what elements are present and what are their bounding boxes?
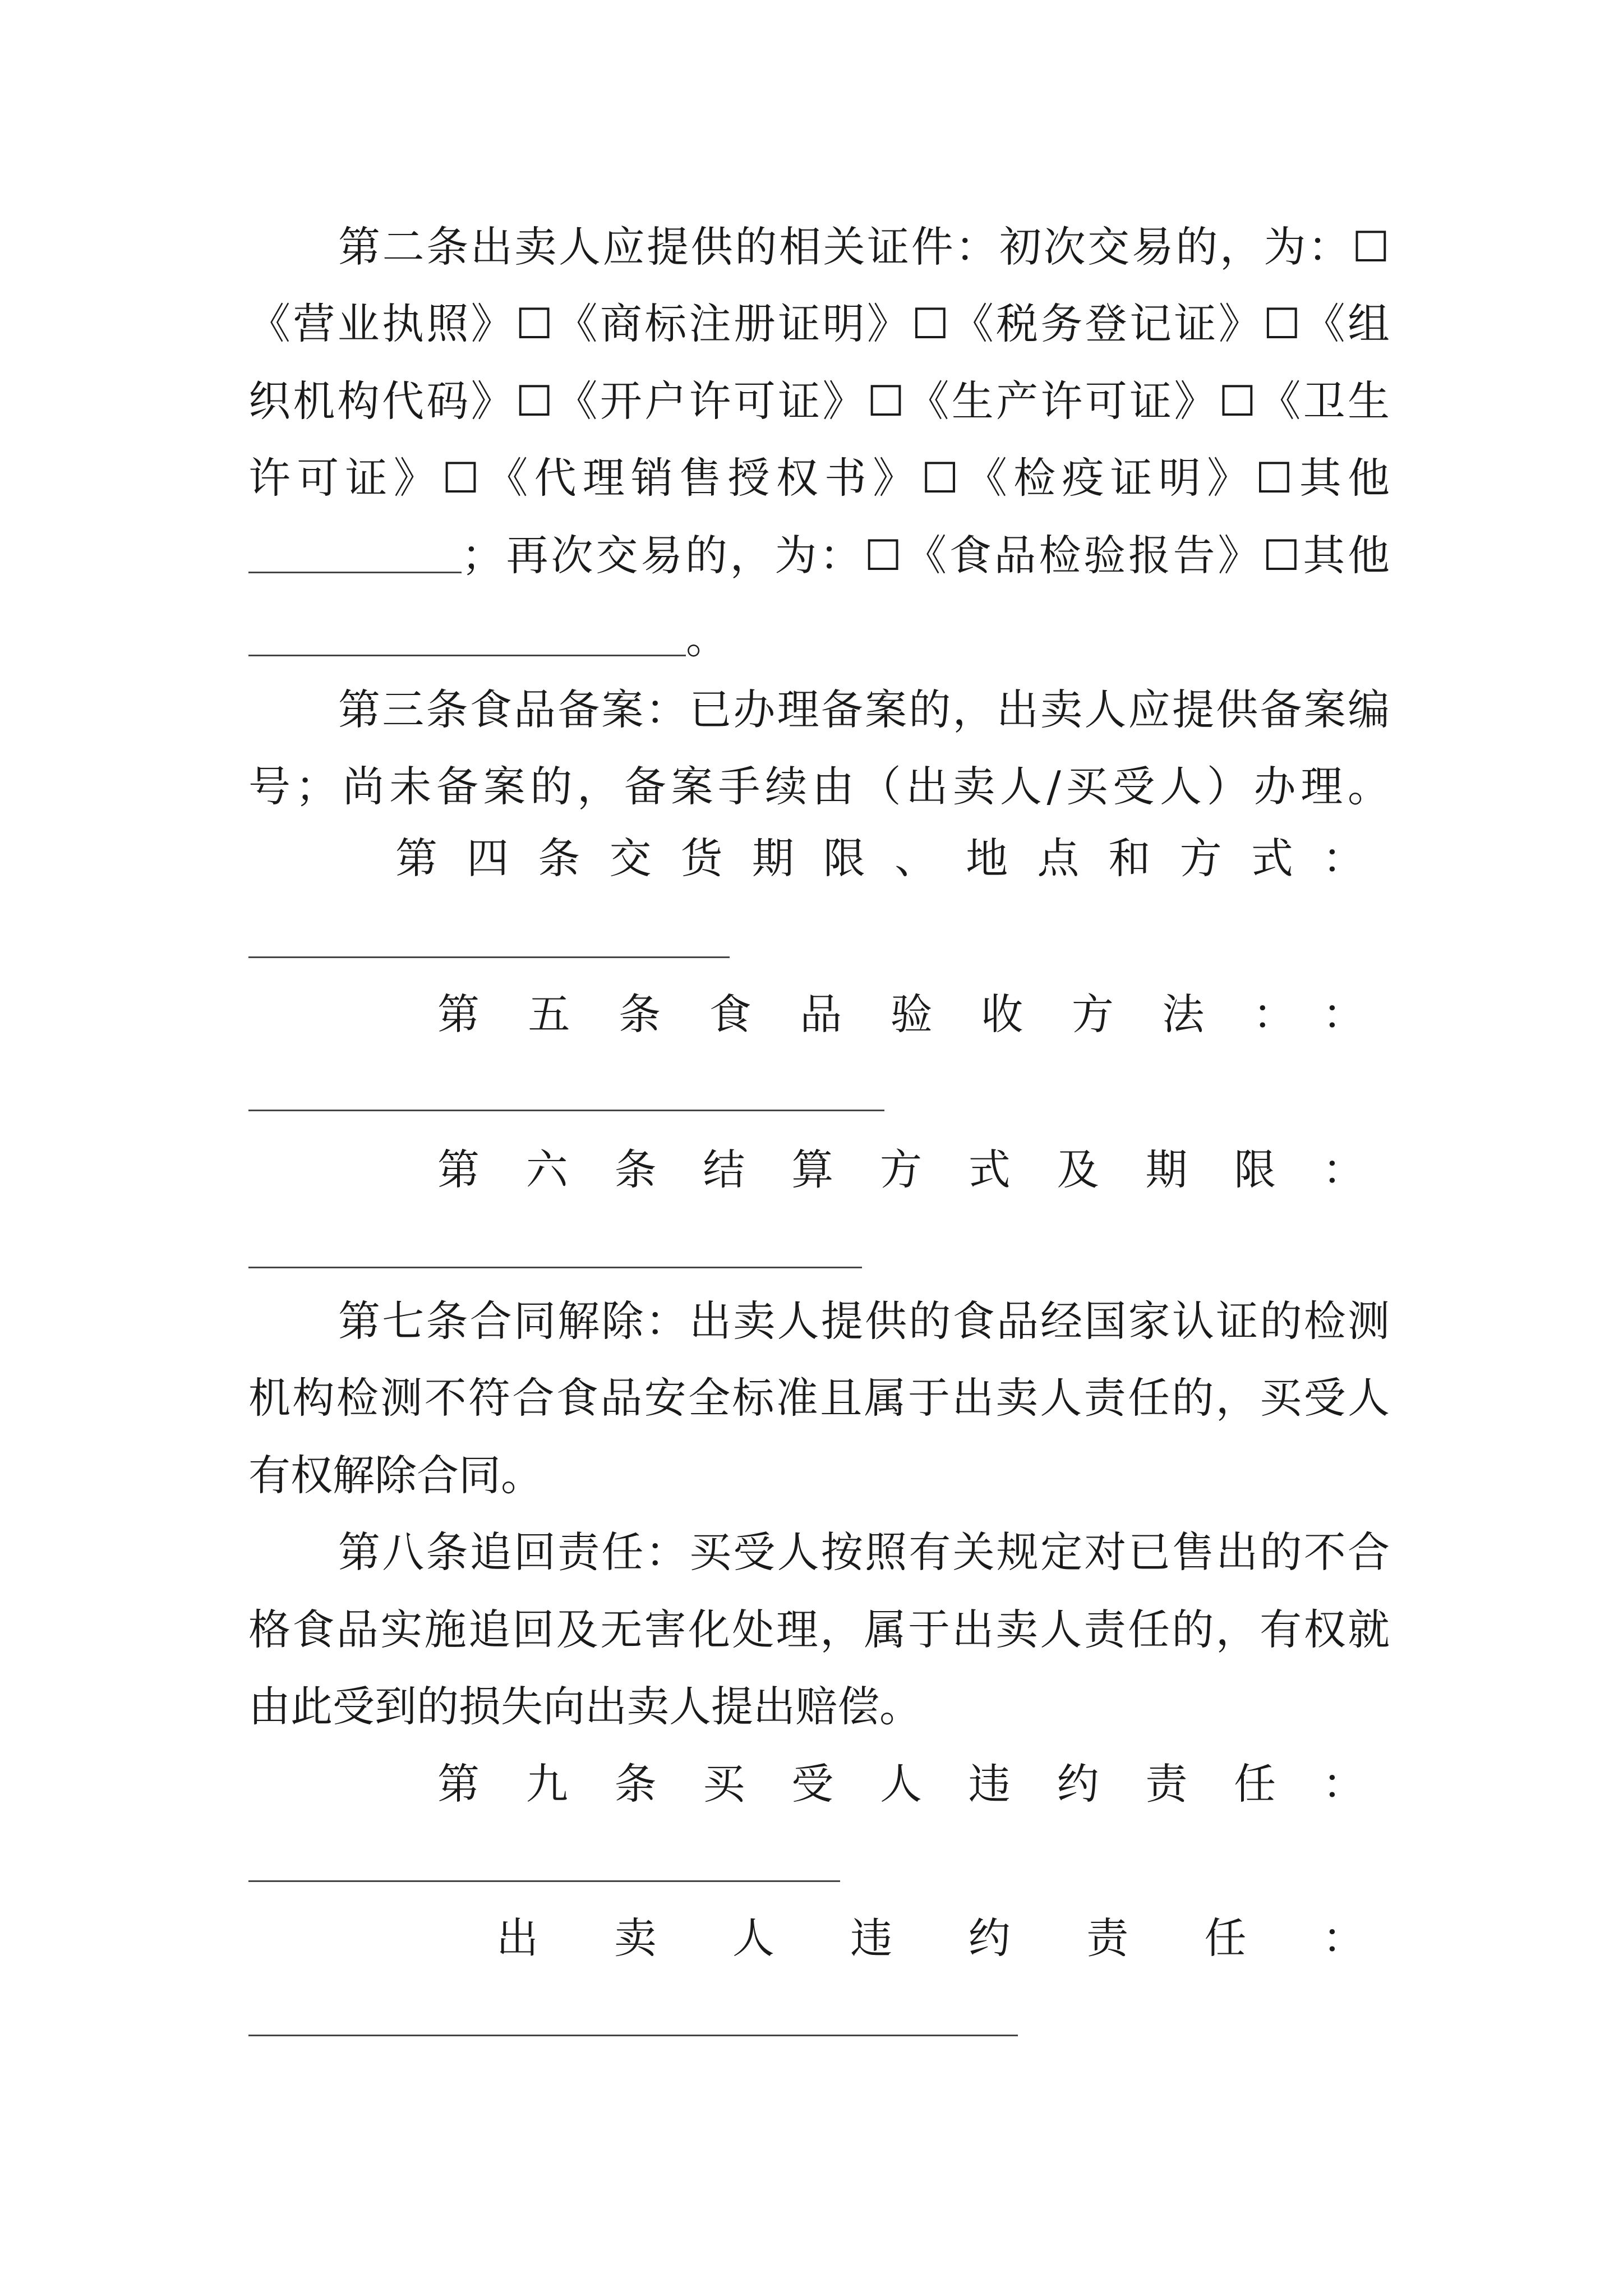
article6-blank[interactable]	[248, 1267, 862, 1268]
article5-blank[interactable]	[248, 1110, 884, 1111]
article6-heading: 第六条结算方式及期限：	[437, 1145, 1364, 1194]
article2-line4: 许可证》☐《代理销售授权书》☐《检疫证明》☐其他	[248, 453, 1390, 503]
article2-line3: 织机构代码》☐《开户许可证》☐《生产许可证》☐《卫生	[248, 376, 1390, 426]
article2-line2: 《营业执照》☐《商标注册证明》☐《税务登记证》☐《组	[248, 299, 1390, 348]
article9-blank[interactable]	[248, 1880, 840, 1882]
article7-line1: 第七条合同解除：出卖人提供的食品经国家认证的检测	[338, 1296, 1390, 1346]
article8-line2: 格食品实施追回及无害化处理，属于出卖人责任的，有权就	[248, 1605, 1390, 1654]
article4-heading: 第四条交货期限、地点和方式：	[395, 834, 1364, 883]
article2-line1: 第二条出卖人应提供的相关证件：初次交易的，为：☐	[338, 222, 1390, 272]
article8-line3: 由此受到的损失向出卖人提出赔偿。	[248, 1682, 922, 1731]
article7-line2: 机构检测不符合食品安全标准且属于出卖人责任的，买受人	[248, 1373, 1390, 1423]
seller-liability-blank[interactable]	[248, 2035, 1018, 2036]
article3-line2: 号；尚未备案的，备案手续由（出卖人/买受人）办理。	[248, 762, 1390, 811]
seller-liability-heading: 出卖人违约责任：	[496, 1913, 1364, 1963]
article8-line1: 第八条追回责任：买受人按照有关规定对已售出的不合	[338, 1527, 1390, 1577]
article5-heading: 第五条食品验收方法：：	[437, 990, 1364, 1039]
article3-line1: 第三条食品备案：已办理备案的，出卖人应提供备案编	[338, 685, 1390, 734]
article2-line5	[248, 522, 1390, 589]
blank-other-initial[interactable]	[248, 538, 462, 573]
article7-line3: 有权解除合同。	[248, 1451, 543, 1500]
article4-blank[interactable]	[248, 956, 730, 958]
article9-heading: 第九条买受人违约责任：	[437, 1759, 1364, 1809]
article2-line6-end: 。	[686, 614, 728, 663]
article2-line6	[248, 605, 1390, 672]
blank-other-repeat[interactable]	[248, 621, 686, 656]
article2-line5-text: ；再次交易的，为：☐《食品检验报告》☐其他	[462, 531, 1390, 580]
